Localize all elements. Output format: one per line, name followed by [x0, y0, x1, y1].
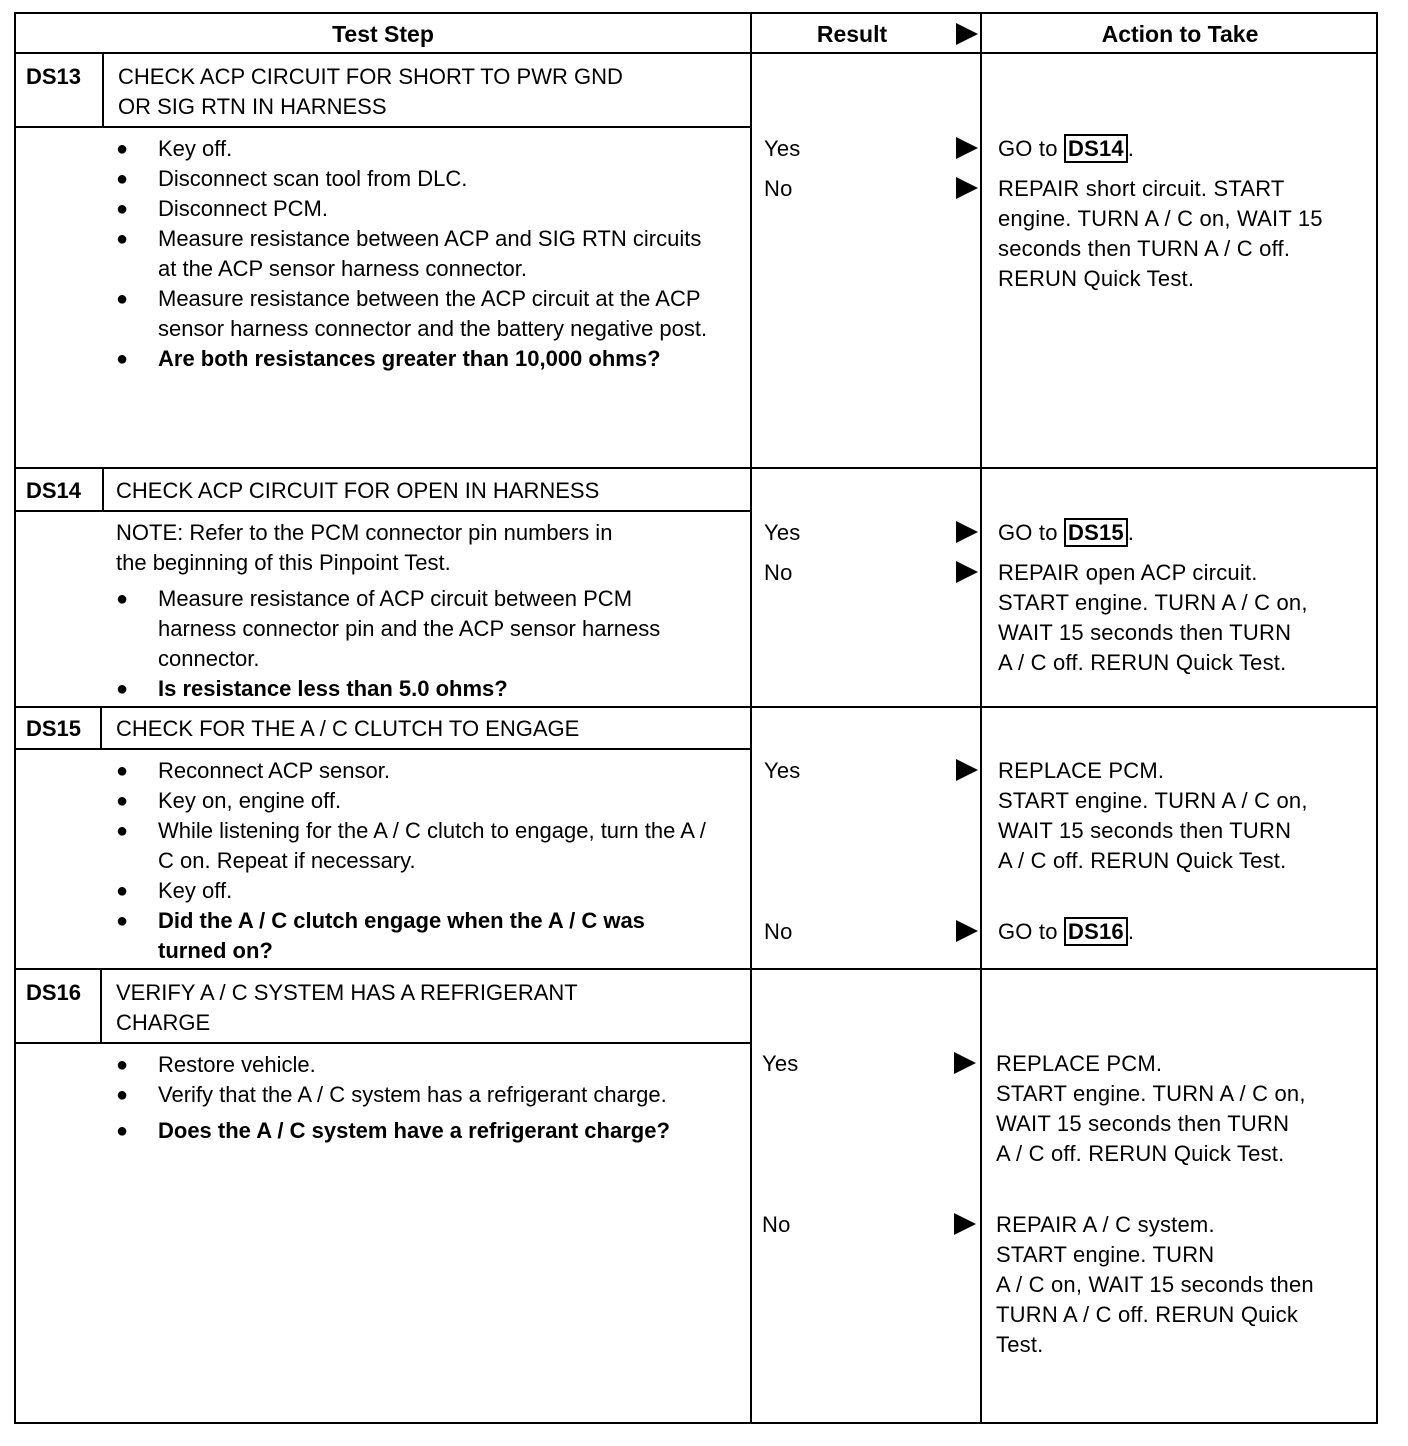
action-yes-ds16: REPLACE PCM. START engine. TURN A / C on, WAIT 15 seconds then TURN A / C off. RERUN Quick Test. — [996, 1051, 1306, 1166]
list-item: ● Measure resistance between ACP and SIG RTN circuits at the ACP sensor harness connector. — [116, 224, 716, 284]
list-item: ● Key off. — [116, 876, 716, 906]
list-item: ● Verify that the A / C system has a refrigerant charge. — [116, 1080, 716, 1110]
step-title-divider — [16, 1042, 752, 1044]
list-item: ● While listening for the A / C clutch to engage, turn the A / C on. Repeat if necessary. — [116, 816, 716, 876]
action-no-ds16: REPAIR A / C system. START engine. TURN A / C on, WAIT 15 seconds then TURN A / C off. RERUN Quick Test. — [996, 1212, 1314, 1357]
action-no-ds13: REPAIR short circuit. START engine. TURN A / C on, WAIT 15 seconds then TURN A / C off. RERUN Quick Test. — [998, 176, 1323, 291]
header-result: Result — [816, 21, 888, 47]
step-id-ds15: DS15 — [26, 716, 82, 741]
step-title-divider — [16, 748, 752, 750]
step-title-ds14: CHECK ACP CIRCUIT FOR OPEN IN HARNESS — [116, 478, 600, 503]
list-item: ● Restore vehicle. — [116, 1050, 716, 1080]
step-id-divider — [102, 469, 104, 510]
step-id-ds14: DS14 — [26, 478, 82, 503]
result-no-ds14: No — [764, 560, 793, 585]
arrow-icon — [956, 759, 978, 781]
header-arrow-icon — [956, 23, 978, 45]
step-divider — [16, 968, 1376, 970]
arrow-icon — [956, 521, 978, 543]
step-title-ds15: CHECK FOR THE A / C CLUTCH TO ENGAGE — [116, 716, 580, 741]
result-no-ds15: No — [764, 919, 793, 944]
step-id-divider — [100, 708, 102, 748]
step-title-divider — [16, 126, 752, 128]
action-no-ds14: REPAIR open ACP circuit. START engine. TURN A / C on, WAIT 15 seconds then TURN A / C off. RERUN Quick Test. — [998, 560, 1308, 675]
result-yes-ds14: Yes — [764, 520, 801, 545]
header-divider — [16, 52, 1376, 54]
step-id-ds13: DS13 — [26, 64, 82, 89]
step-id-divider — [100, 970, 102, 1042]
arrow-icon — [956, 920, 978, 942]
result-no-ds13: No — [764, 176, 793, 201]
arrow-icon — [956, 177, 978, 199]
arrow-icon — [956, 137, 978, 159]
list-item: ● Measure resistance of ACP circuit between PCM harness connector pin and the ACP sensor harness connector. — [116, 584, 716, 674]
list-item: ● Disconnect scan tool from DLC. — [116, 164, 716, 194]
column-divider-result — [750, 14, 752, 1422]
step-ref-ds16: DS16 — [1064, 917, 1128, 946]
action-no-ds15: GO to DS16 . — [998, 919, 1135, 944]
result-yes-ds13: Yes — [764, 136, 801, 161]
step-ref-ds15: DS15 — [1064, 518, 1128, 547]
action-yes-ds15: REPLACE PCM. START engine. TURN A / C on, WAIT 15 seconds then TURN A / C off. RERUN Quick Test. — [998, 758, 1308, 873]
step-divider — [16, 706, 1376, 708]
step-note-ds14: NOTE: Refer to the PCM connector pin numbers in the beginning of this Pinpoint Test. — [116, 520, 613, 575]
arrow-icon — [954, 1052, 976, 1074]
step-bullets-ds14 — [116, 584, 716, 704]
list-item: ● Reconnect ACP sensor. — [116, 756, 716, 786]
header-action: Action to Take — [1101, 21, 1259, 47]
pinpoint-test-table — [14, 12, 1378, 1424]
arrow-icon — [954, 1213, 976, 1235]
list-item: ● Is resistance less than 5.0 ohms? — [116, 674, 716, 704]
step-divider — [16, 467, 1376, 469]
step-bullets-ds16 — [116, 1050, 716, 1146]
action-yes-ds14: GO to DS15 . — [998, 520, 1135, 545]
step-ref-ds14: DS14 — [1064, 134, 1128, 163]
step-id-divider — [102, 54, 104, 126]
step-bullets-ds13 — [116, 134, 716, 374]
list-item: ● Does the A / C system have a refrigerant charge? — [116, 1116, 716, 1146]
result-no-ds16: No — [762, 1212, 791, 1237]
list-item: ● Are both resistances greater than 10,000 ohms? — [116, 344, 716, 374]
step-bullets-ds15 — [116, 756, 716, 966]
action-yes-ds13: GO to DS14 . — [998, 136, 1135, 161]
arrow-icon — [956, 561, 978, 583]
list-item: ● Measure resistance between the ACP circuit at the ACP sensor harness connector and the battery negative post. — [116, 284, 716, 344]
step-title-divider — [16, 510, 752, 512]
list-item: ● Key on, engine off. — [116, 786, 716, 816]
list-item: ● Did the A / C clutch engage when the A / C was turned on? — [116, 906, 716, 966]
header-test-step: Test Step — [332, 21, 434, 47]
list-item: ● Disconnect PCM. — [116, 194, 716, 224]
column-divider-action — [980, 14, 982, 1422]
step-id-ds16: DS16 — [26, 980, 82, 1005]
result-yes-ds15: Yes — [764, 758, 801, 783]
result-yes-ds16: Yes — [762, 1051, 799, 1076]
list-item: ● Key off. — [116, 134, 716, 164]
step-title-ds13: CHECK ACP CIRCUIT FOR SHORT TO PWR GND OR SIG RTN IN HARNESS — [118, 64, 623, 119]
step-title-ds16: VERIFY A / C SYSTEM HAS A REFRIGERANT CHARGE — [116, 980, 578, 1035]
